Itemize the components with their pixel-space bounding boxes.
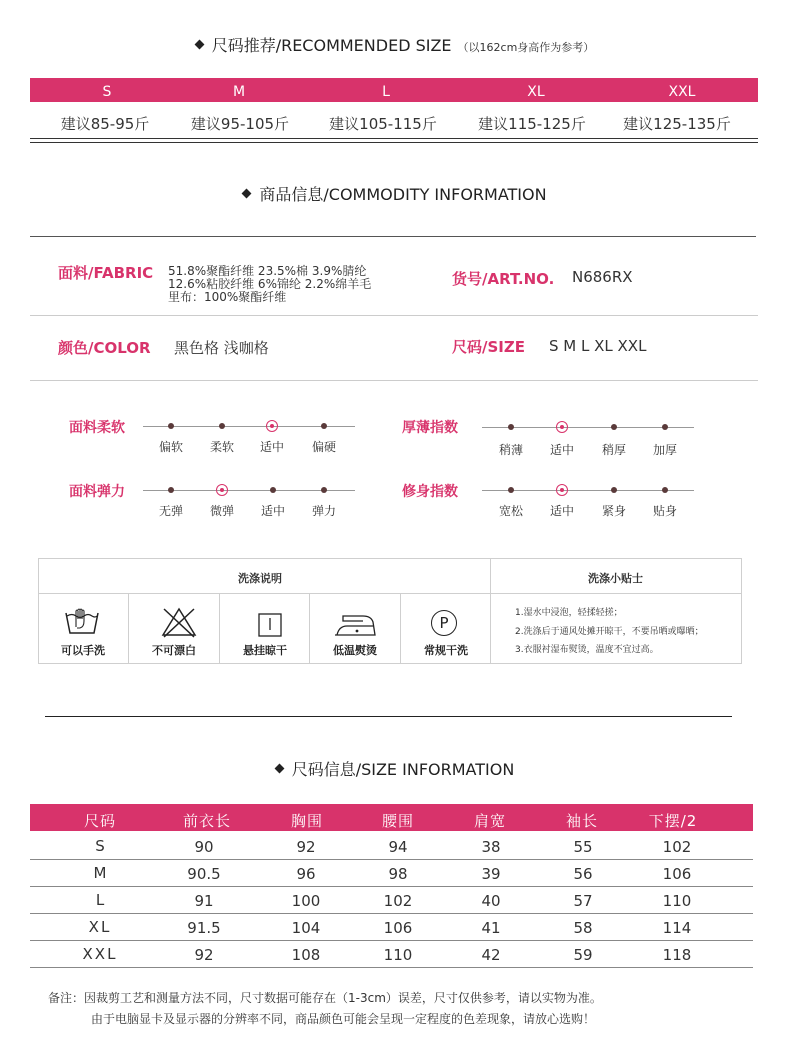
table-cell: 40 [481, 892, 501, 910]
table-cell: S [95, 837, 105, 855]
softness-dot [321, 423, 327, 429]
table-cell: 92 [296, 838, 316, 856]
table-cell: 39 [481, 865, 501, 883]
softness-title: 面料柔软 [69, 420, 125, 436]
table-cell: 104 [291, 919, 321, 937]
slimness-selected-dot [556, 484, 568, 496]
table-cell: 98 [388, 865, 408, 883]
thickness-option: 加厚 [652, 443, 677, 457]
table-cell: 41 [481, 919, 501, 937]
thickness-dot [508, 424, 514, 430]
color-value: 黑色格 浅咖格 [174, 339, 269, 357]
elasticity-option: 适中 [260, 504, 285, 518]
softness-option: 适中 [259, 440, 284, 454]
washing-tip: 3.衣服衬湿布熨烫，温度不宜过高。 [515, 645, 659, 655]
table-cell: XL [88, 918, 112, 936]
table-cell: 110 [383, 946, 413, 964]
table-cell: L [95, 891, 105, 909]
table-cell: 102 [383, 892, 413, 910]
thickness-title: 厚薄指数 [402, 420, 458, 436]
elasticity-option: 弹力 [311, 504, 336, 518]
table-cell: 108 [291, 946, 321, 964]
rec-suggestion-s: 建议85-95斤 [60, 115, 150, 133]
thickness-option: 稍厚 [601, 443, 626, 457]
softness-dot [168, 423, 174, 429]
table-cell: 56 [573, 865, 593, 883]
size-value: S M L XL XXL [549, 337, 647, 355]
rec-size-xl: XL [527, 84, 545, 100]
divider [30, 138, 758, 139]
table-cell: 106 [383, 919, 413, 937]
no-bleach-icon [160, 606, 198, 638]
rec-size-xxl: XXL [668, 84, 696, 100]
size-table-header: 胸围 [290, 812, 323, 830]
table-cell: 114 [662, 919, 692, 937]
divider [30, 380, 758, 381]
elasticity-selected-dot [216, 484, 228, 496]
table-row-divider [30, 886, 753, 887]
size-table-header: 前衣长 [182, 812, 231, 830]
softness-option: 偏软 [158, 440, 183, 454]
table-cell: 90.5 [187, 865, 221, 883]
table-cell: 92 [194, 946, 214, 964]
thickness-selected-dot [556, 421, 568, 433]
slimness-title: 修身指数 [402, 484, 458, 500]
table-cell: 110 [662, 892, 692, 910]
table-row-divider [30, 967, 753, 968]
table-cell: 100 [291, 892, 321, 910]
table-cell: 91 [194, 892, 214, 910]
rec-suggestion-xxl: 建议125-135斤 [623, 115, 731, 133]
softness-dot [219, 423, 225, 429]
wash-label: 常规干洗 [424, 644, 468, 657]
thickness-dot [611, 424, 617, 430]
washing-tips-title: 洗涤小贴士 [588, 572, 643, 585]
elasticity-title: 面料弹力 [69, 484, 125, 500]
slimness-option: 宽松 [498, 504, 523, 518]
rec-size-m: M [232, 84, 246, 100]
table-cell: 106 [662, 865, 692, 883]
diamond-bullet-icon [242, 189, 252, 199]
washing-instructions-title: 洗涤说明 [238, 572, 282, 585]
size-table-header: 尺码 [83, 812, 116, 830]
table-cell: 55 [573, 838, 593, 856]
size-table-header: 下摆/2 [648, 812, 698, 830]
size-table-header: 腰围 [381, 812, 414, 830]
hand-wash-icon [64, 605, 100, 635]
table-row-divider [30, 913, 753, 914]
color-label: 颜色/COLOR [58, 339, 151, 357]
slimness-option: 紧身 [601, 504, 626, 518]
elasticity-dot [321, 487, 327, 493]
washing-header-divider [38, 593, 742, 594]
washing-tip: 1.湿水中浸泡，轻揉轻搓； [515, 608, 623, 618]
note-line-1: 备注：因裁剪工艺和测量方法不同，尺寸数据可能存在（1-3cm）误差，尺寸仅供参考，请以实物为准。 [48, 991, 602, 1005]
slimness-option: 适中 [549, 504, 574, 518]
wash-label: 低温熨烫 [333, 644, 377, 657]
recommended-size-title: 尺码推荐/RECOMMENDED SIZE （以162cm身高作为参考） [0, 33, 790, 56]
diamond-bullet-icon [274, 764, 284, 774]
table-cell: XXL [82, 945, 118, 963]
table-cell: 94 [388, 838, 408, 856]
divider [30, 315, 758, 316]
low-iron-icon [333, 612, 377, 638]
washing-tip: 2.洗涤后于通风处摊开晾干，不要吊晒或曝晒； [515, 627, 704, 637]
elasticity-dot [270, 487, 276, 493]
elasticity-option: 无弹 [158, 504, 183, 518]
table-cell: 38 [481, 838, 501, 856]
table-cell: 59 [573, 946, 593, 964]
table-row-divider [30, 940, 753, 941]
divider [45, 716, 732, 717]
rec-suggestion-m: 建议95-105斤 [190, 115, 290, 133]
fabric-line-1: 51.8%聚酯纤维 23.5%棉 3.9%腈纶 [168, 264, 367, 278]
rec-size-s: S [102, 84, 112, 100]
art-no-label: 货号/ART.NO. [452, 270, 555, 288]
table-row-divider [30, 859, 753, 860]
table-cell: 118 [662, 946, 692, 964]
slimness-option: 贴身 [652, 504, 677, 518]
size-info-title: 尺码信息/SIZE INFORMATION [0, 757, 790, 780]
art-no-value: N686RX [572, 268, 633, 286]
rec-suggestion-xl: 建议115-125斤 [478, 115, 586, 133]
table-cell: 96 [296, 865, 316, 883]
softness-selected-dot [266, 420, 278, 432]
elasticity-dot [168, 487, 174, 493]
softness-option: 柔软 [209, 440, 234, 454]
rec-size-l: L [382, 84, 390, 100]
softness-option: 偏硬 [311, 440, 336, 454]
fabric-label: 面料/FABRIC [58, 264, 154, 282]
commodity-info-title: 商品信息/COMMODITY INFORMATION [0, 182, 790, 205]
table-cell: 42 [481, 946, 501, 964]
note-line-2: 由于电脑显卡及显示器的分辨率不同，商品颜色可能会呈现一定程度的色差现象，请放心选购！ [91, 1012, 596, 1026]
slimness-dot [662, 487, 668, 493]
thickness-option: 适中 [549, 443, 574, 457]
dry-clean-icon: P [431, 610, 457, 636]
thickness-dot [662, 424, 668, 430]
slimness-dot [508, 487, 514, 493]
size-table-header: 肩宽 [473, 812, 506, 830]
thickness-option: 稍薄 [498, 443, 523, 457]
diamond-bullet-icon [194, 40, 204, 50]
size-label: 尺码/SIZE [452, 338, 525, 356]
wash-label: 不可漂白 [152, 644, 196, 657]
table-cell: M [93, 864, 107, 882]
hang-dry-icon [257, 612, 283, 638]
table-cell: 102 [662, 838, 692, 856]
table-cell: 57 [573, 892, 593, 910]
table-cell: 90 [194, 838, 214, 856]
table-cell: 91.5 [187, 919, 221, 937]
fabric-line-3: 里布：100%聚酯纤维 [168, 290, 287, 304]
divider [30, 236, 756, 237]
rec-suggestion-l: 建议105-115斤 [329, 115, 437, 133]
wash-label: 可以手洗 [61, 644, 105, 657]
divider [30, 142, 758, 143]
elasticity-option: 微弹 [209, 504, 234, 518]
table-cell: 58 [573, 919, 593, 937]
slimness-dot [611, 487, 617, 493]
wash-label: 悬挂晾干 [243, 644, 287, 657]
size-table-header: 袖长 [565, 812, 598, 830]
fabric-line-2: 12.6%粘胶纤维 6%锦纶 2.2%绵羊毛 [168, 277, 372, 291]
